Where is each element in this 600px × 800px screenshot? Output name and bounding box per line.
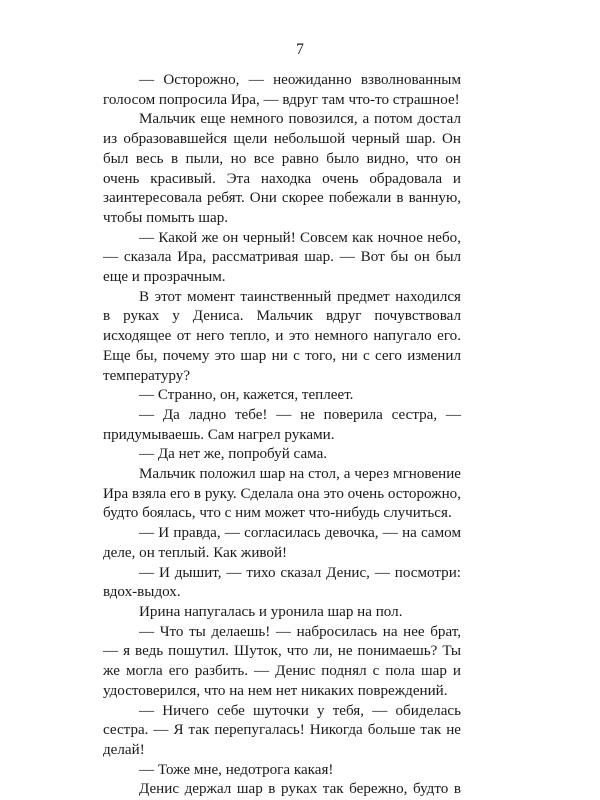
paragraph: В этот момент таинственный предмет находился в руках у Дениса. Мальчик вдруг почувствовал исходящее от него тепло, и это немного напугало его. Еще бы, почему это шар ни с того, ни с сего изменил температуру? [103, 288, 461, 384]
paragraph: — Да ладно тебе! — не поверила сестра, — придумываешь. Сам нагрел руками. [103, 406, 461, 443]
paragraph: — Осторожно, — неожиданно взволнованным голосом попросила Ира, — вдруг там что-то страшное! [103, 72, 461, 108]
paragraph: — Какой же он черный! Совсем как ночное небо, — сказала Ира, рассматривая шар. — Вот бы он был еще и прозрачным. [103, 229, 461, 286]
paragraph: — Что ты делаешь! — набросилась на нее брат, — я ведь пошутил. Шуток, что ли, не понимаешь? Ты же могла его разбить. — Денис поднял с пола шар и удостоверился, что на нем нет никаких повреждений. [103, 623, 461, 699]
paragraph: Мальчик положил шар на стол, а через мгновение Ира взяла его в руку. Сделала она это очень осторожно, будто боялась, что с ним может что-нибудь случиться. [103, 466, 461, 522]
page-number: 7 [296, 41, 304, 58]
paragraph-continued: Денис держал шар в руках так бережно, будто в [139, 781, 461, 798]
paragraph: — И правда, — согласилась девочка, — на самом деле, он теплый. Как живой! [103, 525, 461, 561]
paragraph: Ирина напугалась и уронила шар на пол. [139, 603, 403, 620]
body-text [103, 71, 461, 800]
paragraph: — И дышит, — тихо сказал Денис, — посмотри: вдох-выдох. [103, 564, 461, 601]
paragraph: — Да нет же, попробуй сама. [139, 446, 328, 463]
paragraph: — Странно, он, кажется, теплеет. [139, 387, 354, 404]
paragraph: — Тоже мне, недотрога какая! [139, 761, 334, 778]
paragraph: — Ничего себе шуточки у тебя, — обиделась сестра. — Я так перепугалась! Никогда больше так не делай! [103, 702, 461, 758]
paragraph: Мальчик еще немного повозился, а потом достал из образовавшейся щели небольшой черный шар. Он был весь в пыли, но все равно было видно, что он очень красивый. Эта находка очень обрадовала и заинтересовала ребят. Они скорее побежали в ванную, чтобы помыть шар. [103, 111, 461, 226]
